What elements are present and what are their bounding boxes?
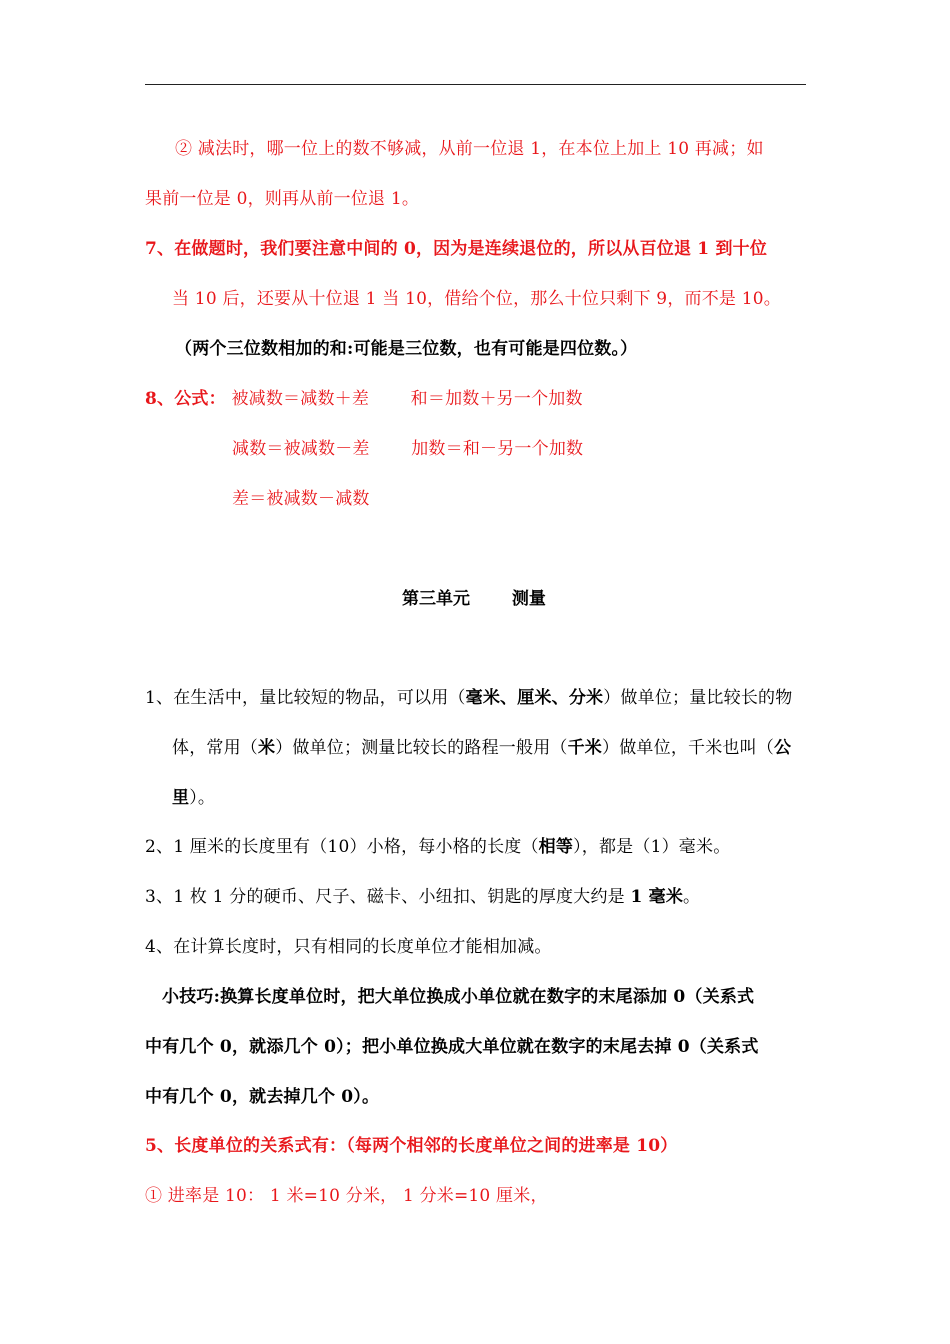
formula: 减数＝被减数－差 <box>232 439 370 459</box>
tip-line: 中有几个 0，就去掉几个 0）。 <box>145 1087 380 1107</box>
text-line: 7、在做题时，我们要注意中间的 0，因为是连续退位的，所以从百位退 1 到十位 <box>145 239 768 259</box>
text-line: 5、长度单位的关系式有：（每两个相邻的长度单位之间的进率是 10） <box>145 1136 678 1156</box>
heading-unit: 第三单元 <box>402 589 470 609</box>
text-line <box>172 736 791 760</box>
header-rule <box>145 84 806 85</box>
text-run: 3、1 枚 1 分的硬币、尺子、磁卡、小纽扣、钥匙的厚度大约是 <box>145 887 631 907</box>
text-run: ）做单位；测量比较长的路程一般用（ <box>275 738 568 758</box>
text-run: ）。 <box>189 788 216 808</box>
text-line: ① 进率是 10： 1 米=10 分米， 1 分米=10 厘米， <box>145 1186 548 1206</box>
text-run: 公 <box>774 738 792 758</box>
text-run: 体，常用（ <box>172 738 258 758</box>
text-line: 当 10 后，还要从十位退 1 当 10，借给个位，那么十位只剩下 9，而不是 10。 <box>172 289 781 309</box>
formula-row <box>232 487 370 511</box>
text-line: 4、在计算长度时，只有相同的长度单位才能相加减。 <box>145 937 552 957</box>
formula: 加数＝和－另一个加数 <box>411 439 584 459</box>
note-line: （两个三位数相加的和:可能是三位数，也有可能是四位数。） <box>175 339 638 359</box>
tip-line: 小技巧:换算长度单位时，把大单位换成小单位就在数字的末尾添加 0（关系式 <box>162 987 755 1007</box>
tip-line: 中有几个 0，就添几个 0）；把小单位换成大单位就在数字的末尾去掉 0（关系式 <box>145 1037 759 1057</box>
text-run: ），都是（1）毫米。 <box>573 837 731 857</box>
formula-label: 8、公式： <box>145 389 226 409</box>
text-line: 果前一位是 0，则再从前一位退 1。 <box>145 189 420 209</box>
text-run: 千米 <box>567 738 603 758</box>
text-run: 1、在生活中，量比较短的物品，可以用（ <box>145 688 466 708</box>
formula: 被减数＝减数＋差 <box>231 389 370 409</box>
text-line: ② 减法时，哪一位上的数不够减，从前一位退 1，在本位上加上 10 再减；如 <box>175 139 764 159</box>
heading-title: 测量 <box>511 589 546 609</box>
text-line <box>145 686 792 710</box>
text-run: 米 <box>258 738 276 758</box>
text-run: ）做单位；量比较长的物 <box>603 688 793 708</box>
formula-row <box>145 387 583 411</box>
text-line <box>145 885 700 909</box>
text-run: ）做单位，千米也叫（ <box>602 738 775 758</box>
text-line <box>172 786 215 810</box>
text-run: 1 毫米 <box>630 887 684 907</box>
text-run: 毫米、厘米、分米 <box>465 688 604 708</box>
formula: 差＝被减数－减数 <box>232 489 370 509</box>
text-run: 相等 <box>538 837 574 857</box>
formula: 和＝加数＋另一个加数 <box>410 389 583 409</box>
text-run: 。 <box>683 887 701 907</box>
section-heading <box>402 587 546 611</box>
text-run: 里 <box>172 788 190 808</box>
text-run: 2、1 厘米的长度里有（10）小格，每小格的长度（ <box>145 837 539 857</box>
text-line <box>145 835 730 859</box>
formula-row <box>232 437 583 461</box>
